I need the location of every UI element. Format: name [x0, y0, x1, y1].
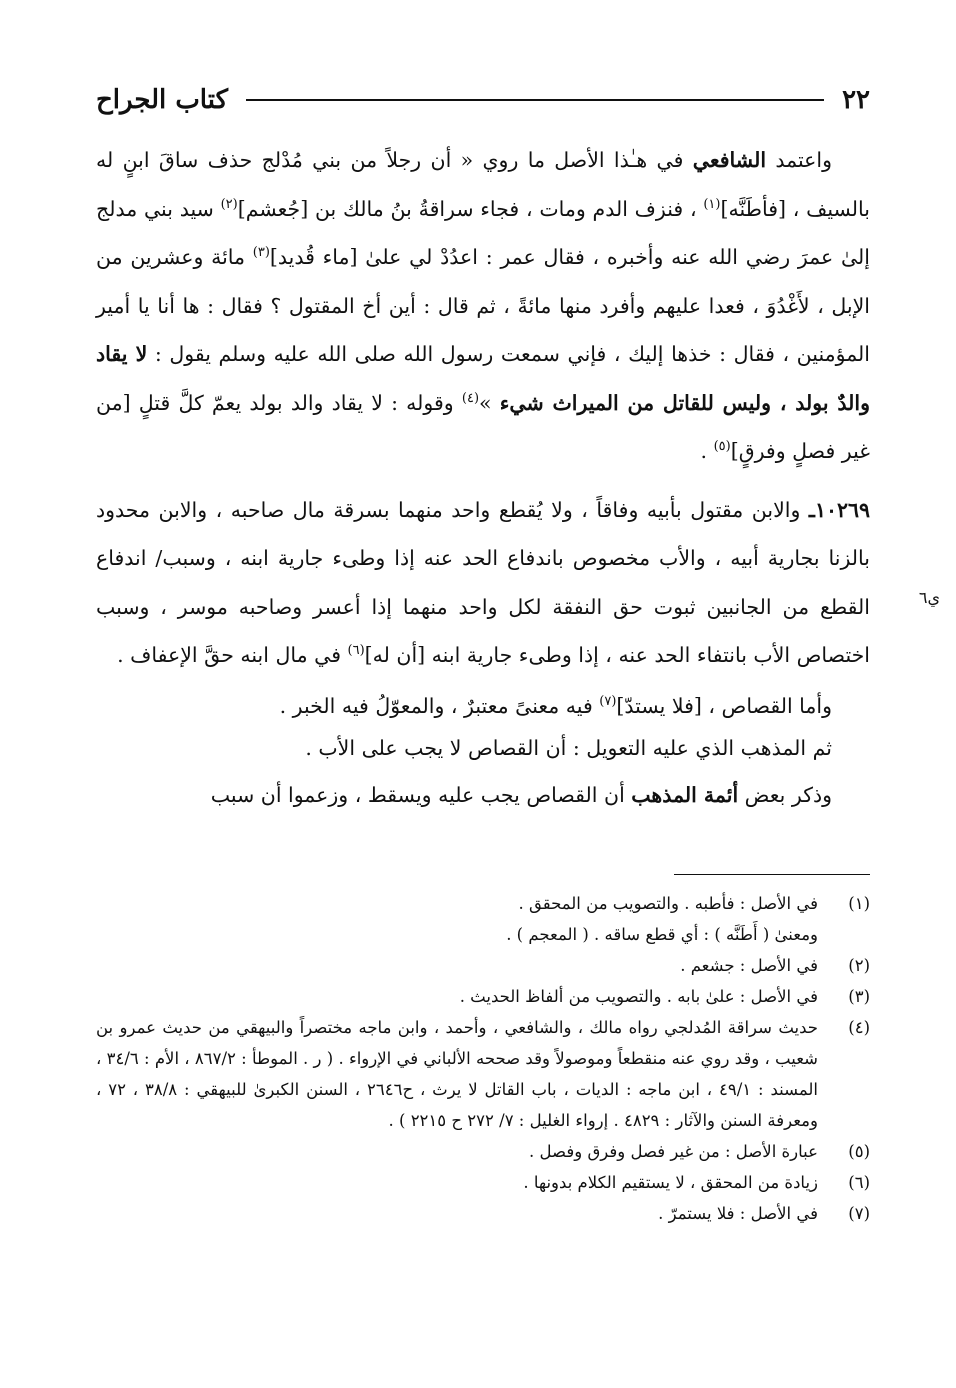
footnote-text [96, 888, 818, 950]
footnote-item [96, 888, 870, 950]
footnotes [96, 888, 870, 1229]
footnote-text [96, 1136, 818, 1167]
footnote-line: في الأصل : فأطبه . والتصويب من المحقق . [518, 894, 818, 913]
footnote-ref-3[interactable]: (٣) [252, 245, 270, 261]
text-run: أن القصاص يجب عليه ويسقط ، وزعموا أن سبب [210, 782, 632, 807]
footnote-item [96, 1198, 870, 1229]
page-number: ٢٢ [842, 85, 870, 115]
footnote-line: عبارة الأصل : من غير فصل وفرق وفصل . [529, 1142, 818, 1161]
footnote-item [96, 981, 870, 1012]
text-run: . [700, 439, 714, 463]
footnote-number: (٧) [848, 1204, 870, 1223]
bold-hadith-quote: لا يقاد والدٌ بولد ، وليس للقاتل من الميراث شيء [96, 342, 871, 415]
footnote-line: في الأصل : علىٰ بابه . والتصويب من ألفاظ الحديث . [459, 987, 818, 1006]
text-run: واعتمد [766, 148, 832, 172]
footnote-line: حديث سراقة المُدلجي رواه مالك ، والشافعي ، وأحمد ، وابن ماجه مختصراً والبيهقي من حديث عمرو بن شعيب ، وقد روي عنه منقطعاً وموصولاً وقد صححه الألباني في الإرواء . ( ر . الموطأ : ٨٦٧/٢ ، الأم : ٣٤/٦ ، المسند : ٤٩/١ ، ابن ماجه : الديات ، باب القاتل لا يرث ، ح٢٦٤٦ ، السنن الكبرىٰ للبيهقي : ٣٨/٨ ، ٧٢ ، ومعرفة السنن والآثار : ٤٨٢٩ . إرواء الغليل : ٧/ ٢٧٢ ح ٢٢١٥ ) . [96, 1018, 819, 1130]
footnote-number: (٤) [848, 1018, 870, 1037]
text-run: سيد بني مدلج إلىٰ عمرَ رضي الله عنه وأخبره ، فقال عمر : اعدُدْ لي علىٰ [ماء قُديد] [96, 196, 870, 269]
paragraph-aimmah [96, 771, 870, 820]
footnote-item [96, 1136, 870, 1167]
footnote-divider [674, 874, 870, 875]
text-run: ، فنزف الدم ومات ، فجاء سراقةُ بنُ مالك بن [جُعشم] [237, 196, 704, 221]
paragraph-hadith [96, 136, 870, 476]
footnote-number: (٥) [848, 1142, 870, 1161]
text-run: مائة وعشرين من الإبل ، لأَغْدُوَ ، فعدا عليهم وأفرد منها مائةً ، ثم قال : أين أخ المقتول ؟ فقال : ها أنا يا أمير المؤمنين ، فقال : خذها إليك ، فإني سمعت رسول الله صلى الله عليه وسلم يقول : [96, 245, 870, 366]
footnote-number: (٦) [848, 1173, 870, 1192]
footnote-text [96, 981, 818, 1012]
text-run: فيه معنىً معتبرٌ ، والمعوّلُ فيه الخبر . [279, 693, 600, 718]
footnote-line: في الأصل : جشعم . [680, 956, 818, 975]
text-run: » [479, 390, 500, 415]
footnote-ref-5[interactable]: (٥) [713, 439, 731, 455]
footnote-ref-7[interactable]: (٧) [599, 693, 617, 709]
text-run: وقوله : لا يقاد والد بولد يعمّ كلَّ قتلٍ [من غير فصلٍ وفرقٍ] [96, 390, 870, 463]
text-run: وأما القصاص ، [فلا يستدّ] [616, 693, 832, 718]
paragraph-qisas [96, 682, 870, 731]
footnote-item [96, 1167, 870, 1198]
paragraph-madhhab: ثم المذهب الذي عليه التعويل : أن القصاص لا يجب على الأب . [305, 736, 832, 760]
footnote-ref-2[interactable]: (٢) [220, 196, 238, 212]
footnote-number: (٢) [848, 956, 870, 975]
footnote-number: (٣) [848, 987, 870, 1006]
section-number: ١٠٢٦٩ـ [808, 497, 870, 522]
footnote-ref-1[interactable]: (١) [703, 196, 721, 212]
margin-manuscript-marker: ي٦ [918, 588, 940, 607]
paragraph-10269 [96, 486, 870, 680]
header-rule [246, 99, 824, 101]
text-run: والابن مقتول بأبيه وفاقاً ، ولا يُقطع واحد منهما بسرقة مال صاحبه ، والابن محدود بالزنا بجارية أبيه ، والأب مخصوص باندفاع الحد عنه إذا وطىء جارية ابنه ، وسبب/ اندفاع القطع من الجانبين ثبوت حق النفقة لكل واحد منهما إذا أعسر وصاحبه موسر ، وسبب اختصاص الأب بانتفاء الحد عنه ، إذا وطىء جارية ابنه [أن له] [96, 497, 870, 667]
footnote-item [96, 950, 870, 981]
main-text [96, 136, 870, 819]
footnote-text [96, 1198, 818, 1229]
footnote-item [96, 1012, 870, 1136]
text-run: في هـٰذا الأصل ما روي « أن رجلاً من بني مُدْلج حذف ساقَ ابنٍ له بالسيف ، [فأطَنَّه] [96, 148, 870, 221]
text-run: وذكر بعض [738, 782, 832, 807]
bold-name: الشافعي [692, 148, 767, 172]
text-run: في مال ابنه حقَّ الإعفاف . [117, 643, 348, 667]
footnote-text [96, 1167, 818, 1198]
footnote-line: في الأصل : فلا يستمرّ . [658, 1204, 818, 1223]
footnote-text [96, 1012, 818, 1136]
footnote-ref-6[interactable]: (٦) [347, 643, 365, 659]
footnote-line: ومعنىٰ ( أَطَنَّه ) : أي قطع ساقه . ( المعجم ) . [506, 925, 818, 944]
footnote-number: (١) [848, 894, 870, 913]
book-title: كتاب الجراح [96, 85, 228, 115]
footnote-line: زيادة من المحقق ، لا يستقيم الكلام بدونها . [523, 1173, 818, 1192]
page-header [96, 80, 870, 120]
bold-term: أئمة المذهب [631, 782, 739, 807]
footnote-text [96, 950, 818, 981]
footnote-ref-4[interactable]: (٤) [461, 390, 480, 406]
